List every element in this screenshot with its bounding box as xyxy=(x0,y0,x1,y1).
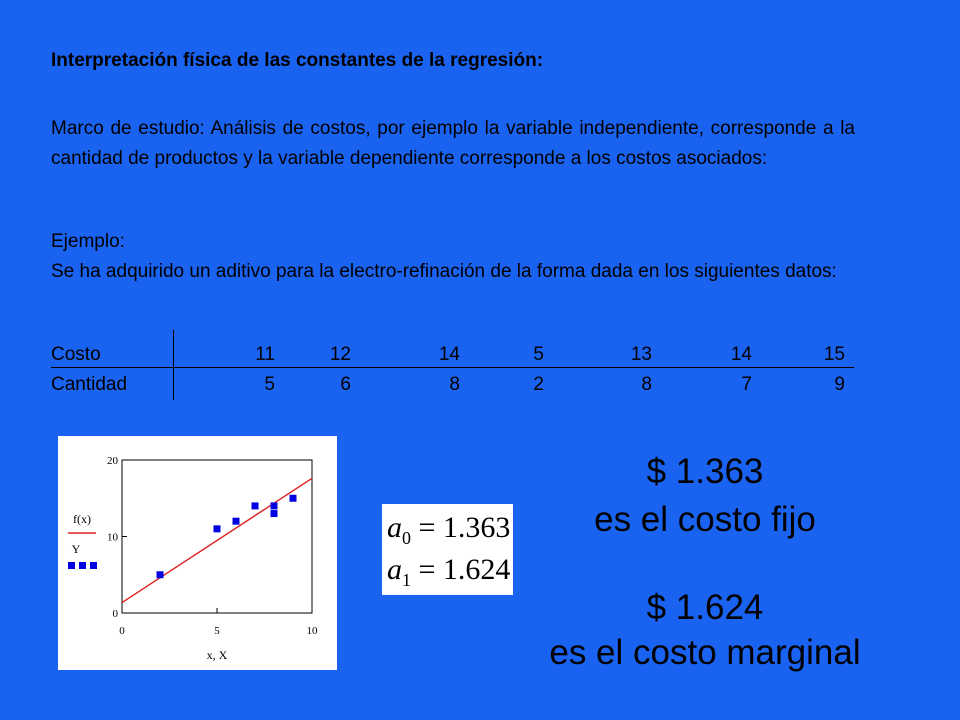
data-point xyxy=(233,518,240,525)
data-point xyxy=(290,495,297,502)
example-label: Ejemplo: xyxy=(51,231,125,252)
quantity-value: 9 xyxy=(834,374,845,395)
data-point xyxy=(214,525,221,532)
coefficient-a0 xyxy=(387,508,510,548)
x-axis-label: x, X xyxy=(206,648,228,662)
legend-y-marker xyxy=(79,562,86,569)
legend-y-marker xyxy=(90,562,97,569)
data-point xyxy=(252,502,259,509)
legend-fx: f(x) xyxy=(73,512,91,526)
quantity-value: 2 xyxy=(533,374,544,395)
coef-var: a xyxy=(387,553,402,586)
quantity-value: 7 xyxy=(741,374,752,395)
data-point xyxy=(271,502,278,509)
coef-eq: = 1.624 xyxy=(411,553,511,586)
y-tick-label: 10 xyxy=(107,531,118,544)
quantity-value: 5 xyxy=(264,374,275,395)
cost-value: 5 xyxy=(533,344,544,365)
data-point xyxy=(157,571,164,578)
regression-graph-panel xyxy=(58,436,337,670)
cost-value: 14 xyxy=(730,344,752,365)
coef-eq: = 1.363 xyxy=(411,511,511,544)
table-row-cost xyxy=(51,340,861,370)
row-label-cost: Costo xyxy=(51,344,101,365)
cost-value: 11 xyxy=(255,344,275,365)
x-tick-label: 0 xyxy=(119,625,125,637)
quantity-value: 8 xyxy=(449,374,460,395)
x-tick-label: 5 xyxy=(214,625,220,637)
marginal-cost-label: es el costo marginal xyxy=(549,633,861,672)
cost-value: 15 xyxy=(823,344,845,365)
data-point xyxy=(271,510,278,517)
cost-value: 14 xyxy=(438,344,460,365)
x-tick-label: 10 xyxy=(306,625,318,637)
fit-line xyxy=(122,478,312,602)
coef-sub: 0 xyxy=(402,528,411,548)
slide-title: Interpretación física de las constantes de la regresión: xyxy=(51,50,544,71)
y-tick-label: 0 xyxy=(112,608,118,620)
fixed-cost-label: es el costo fijo xyxy=(594,500,816,539)
quantity-value: 8 xyxy=(641,374,652,395)
y-tick-label: 20 xyxy=(107,455,118,467)
coef-sub: 1 xyxy=(402,570,411,590)
study-framework-paragraph: Marco de estudio: Análisis de costos, por ejemplo la variable independiente, corresponde a la cantidad de productos y la variable dependiente corresponde a los costos asociados: xyxy=(51,118,855,169)
row-label-quantity: Cantidad xyxy=(51,374,128,395)
cost-value: 12 xyxy=(329,344,351,365)
fixed-cost-value: $ 1.363 xyxy=(646,452,764,491)
cost-value: 13 xyxy=(630,344,652,365)
legend-y: Y xyxy=(71,542,81,556)
example-paragraph: Se ha adquirido un aditivo para la electro-refinación de la forma dada en los siguientes datos: xyxy=(51,261,837,282)
coef-var: a xyxy=(387,511,402,544)
quantity-value: 6 xyxy=(340,374,351,395)
marginal-cost-value: $ 1.624 xyxy=(646,588,764,627)
table-horizontal-divider xyxy=(51,367,854,368)
regression-chart xyxy=(58,436,337,670)
plot-frame xyxy=(122,460,312,613)
coefficient-a1 xyxy=(387,550,510,590)
legend-y-marker xyxy=(68,562,75,569)
table-row-quantity xyxy=(51,370,861,400)
coefficients-box xyxy=(382,504,513,595)
